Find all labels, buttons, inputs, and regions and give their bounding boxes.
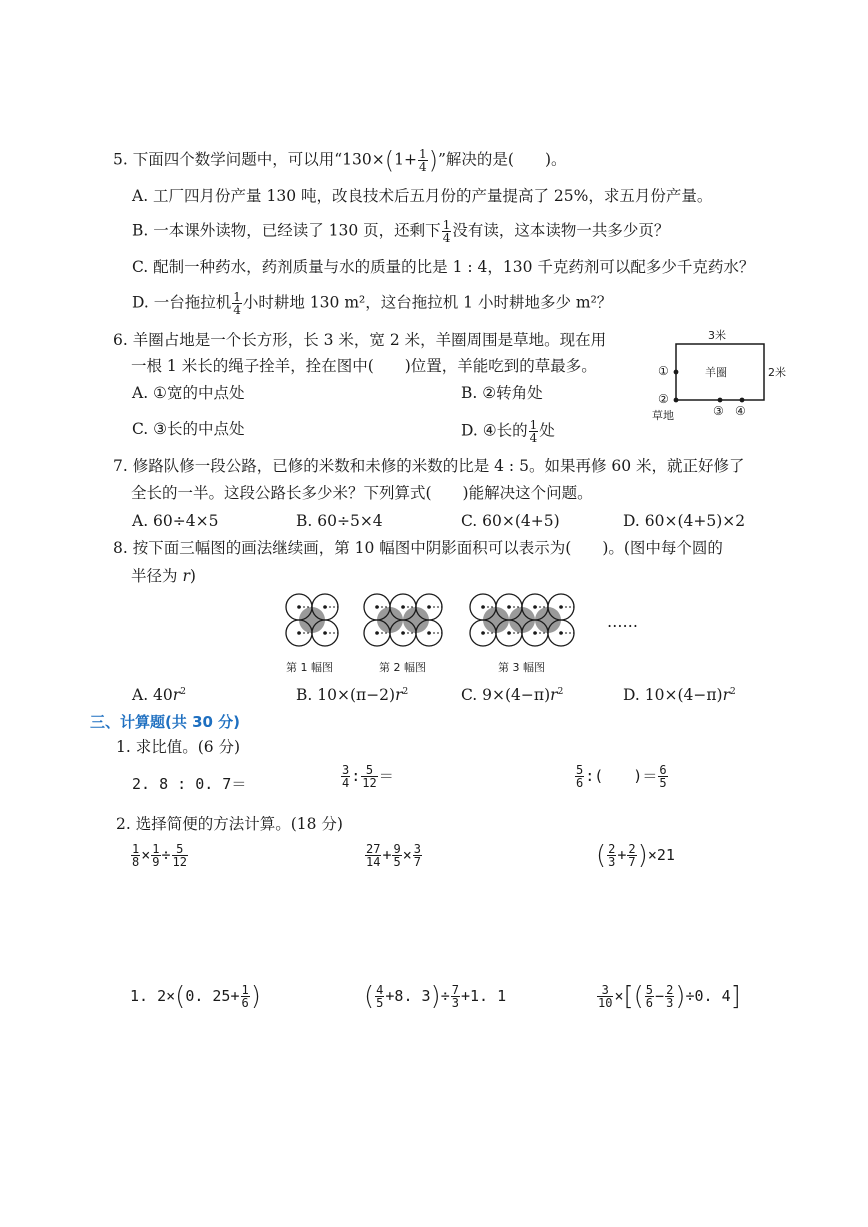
figure-label-grass: 草地 <box>652 409 674 422</box>
figure-ellipsis: …… <box>607 613 638 631</box>
q6-option-a[interactable]: A. ①宽的中点处 <box>132 384 245 402</box>
q6-option-b[interactable]: B. ②转角处 <box>461 384 543 402</box>
q7-option-d[interactable]: D. 60×(4+5)×2 <box>623 512 746 530</box>
figure-caption-1: 第 1 幅图 <box>286 661 333 674</box>
q8-option-a[interactable]: A. $40r^2$ <box>132 686 186 705</box>
figure-label-center: 羊圈 <box>705 366 727 379</box>
figure-caption-2: 第 2 幅图 <box>379 661 426 674</box>
figure-label-p2: ② <box>658 392 669 406</box>
q6-line1: 6. 羊圈占地是一个长方形，长 3 米，宽 2 米，羊圈周围是草地。现在用 <box>113 331 607 349</box>
q6-option-c[interactable]: C. ③长的中点处 <box>132 420 245 438</box>
figure-label-top: 3米 <box>708 329 726 342</box>
q8-option-b[interactable]: B. $10\times(\pi-2)r^2$ <box>296 686 409 705</box>
q6-line2: 一根 1 米长的绳子拴羊，拴在图中( )位置，羊能吃到的草最多。 <box>131 357 597 375</box>
ratio-1: 2. 8 : 0. 7＝ <box>132 775 247 793</box>
ratio-2: $\frac{3}{4}$ : $\frac{5}{12}$ ＝ <box>342 763 394 790</box>
q7-line1: 7. 修路队修一段公路，已修的米数和未修的米数的比是 4 : 5。如果再修 60 米，就正好修了 <box>113 457 745 475</box>
expr-3: ( $\frac{2}{3}$ + $\frac{2}{7}$ )×21 <box>596 840 675 871</box>
point-2 <box>674 398 679 403</box>
q5-fraction: $\frac{1}{4}$ <box>418 147 427 174</box>
q5-stem: 5. 下面四个数学问题中，可以用“130×(1+ $\frac{1}{4}$ )”解决的是( )。 <box>113 146 567 175</box>
point-4 <box>740 398 745 403</box>
section-title: 三、计算题(共 30 分) <box>90 713 241 731</box>
ratio-3: $\frac{5}{6}$ :( )＝ $\frac{6}{5}$ <box>576 763 667 790</box>
q5-option-b[interactable]: B. 一本课外读物，已经读了 130 页，还剩下 $\frac{1}{4}$ 没有读，这本读物一共多少页？ <box>132 218 670 245</box>
figure-label-right: 2米 <box>768 366 786 379</box>
part2-title: 2. 选择简便的方法计算。(18 分) <box>116 815 343 833</box>
figure-label-p3: ③ <box>713 404 724 418</box>
expr-5: ( $\frac{4}{5}$ +8. 3)÷ $\frac{7}{3}$ +1. 1 <box>364 981 507 1012</box>
circle-pattern-figures <box>280 590 590 650</box>
q8-option-c[interactable]: C. $9\times(4-\pi)r^2$ <box>461 686 564 705</box>
figure-label-p1: ① <box>658 364 669 378</box>
q7-option-b[interactable]: B. 60÷5×4 <box>296 512 383 530</box>
part1-title: 1. 求比值。(6 分) <box>116 738 241 756</box>
q5-option-a[interactable]: A. 工厂四月份产量 130 吨，改良技术后五月份的产量提高了 25%，求五月份产量。 <box>132 187 713 205</box>
q5-option-c[interactable]: C. 配制一种药水，药剂质量与水的质量的比是 1 : 4，130 千克药剂可以配多少千克药水？ <box>132 258 755 276</box>
q8-option-d[interactable]: D. $10\times(4-\pi)r^2$ <box>623 686 736 705</box>
figure-caption-3: 第 3 幅图 <box>498 661 545 674</box>
q7-line2: 全长的一半。这段公路长多少米？下列算式( )能解决这个问题。 <box>131 484 593 502</box>
figure-label-p4: ④ <box>735 404 746 418</box>
q5-option-d[interactable]: D. 一台拖拉机 $\frac{1}{4}$ 小时耕地 130 m²，这台拖拉机 1 小时耕地多少 m²？ <box>132 290 613 317</box>
expr-1: $\frac{1}{8}$ × $\frac{1}{9}$ ÷ $\frac{5}{12}$ <box>132 842 187 869</box>
sheep-pen-figure <box>652 326 792 422</box>
q6-option-d[interactable]: D. ④长的 $\frac{1}{4}$ 处 <box>461 418 555 445</box>
q8-line2: 半径为 r) <box>131 567 196 585</box>
point-3 <box>718 398 723 403</box>
expr-2: $\frac{27}{14}$ + $\frac{9}{5}$ × $\frac{3}{7}$ <box>366 842 421 869</box>
expr-6: $\frac{3}{10}$ ×[( $\frac{5}{6}$ − $\frac{2}{3}$ )÷0. 4] <box>598 981 741 1012</box>
q7-option-a[interactable]: A. 60÷4×5 <box>132 512 219 530</box>
point-1 <box>674 370 679 375</box>
q8-line1: 8. 按下面三幅图的画法继续画，第 10 幅图中阴影面积可以表示为( )。(图中每个圆的 <box>113 539 723 557</box>
q7-option-c[interactable]: C. 60×(4+5) <box>461 512 560 530</box>
expr-4: 1. 2×(0. 25+ $\frac{1}{6}$ ) <box>130 981 261 1012</box>
